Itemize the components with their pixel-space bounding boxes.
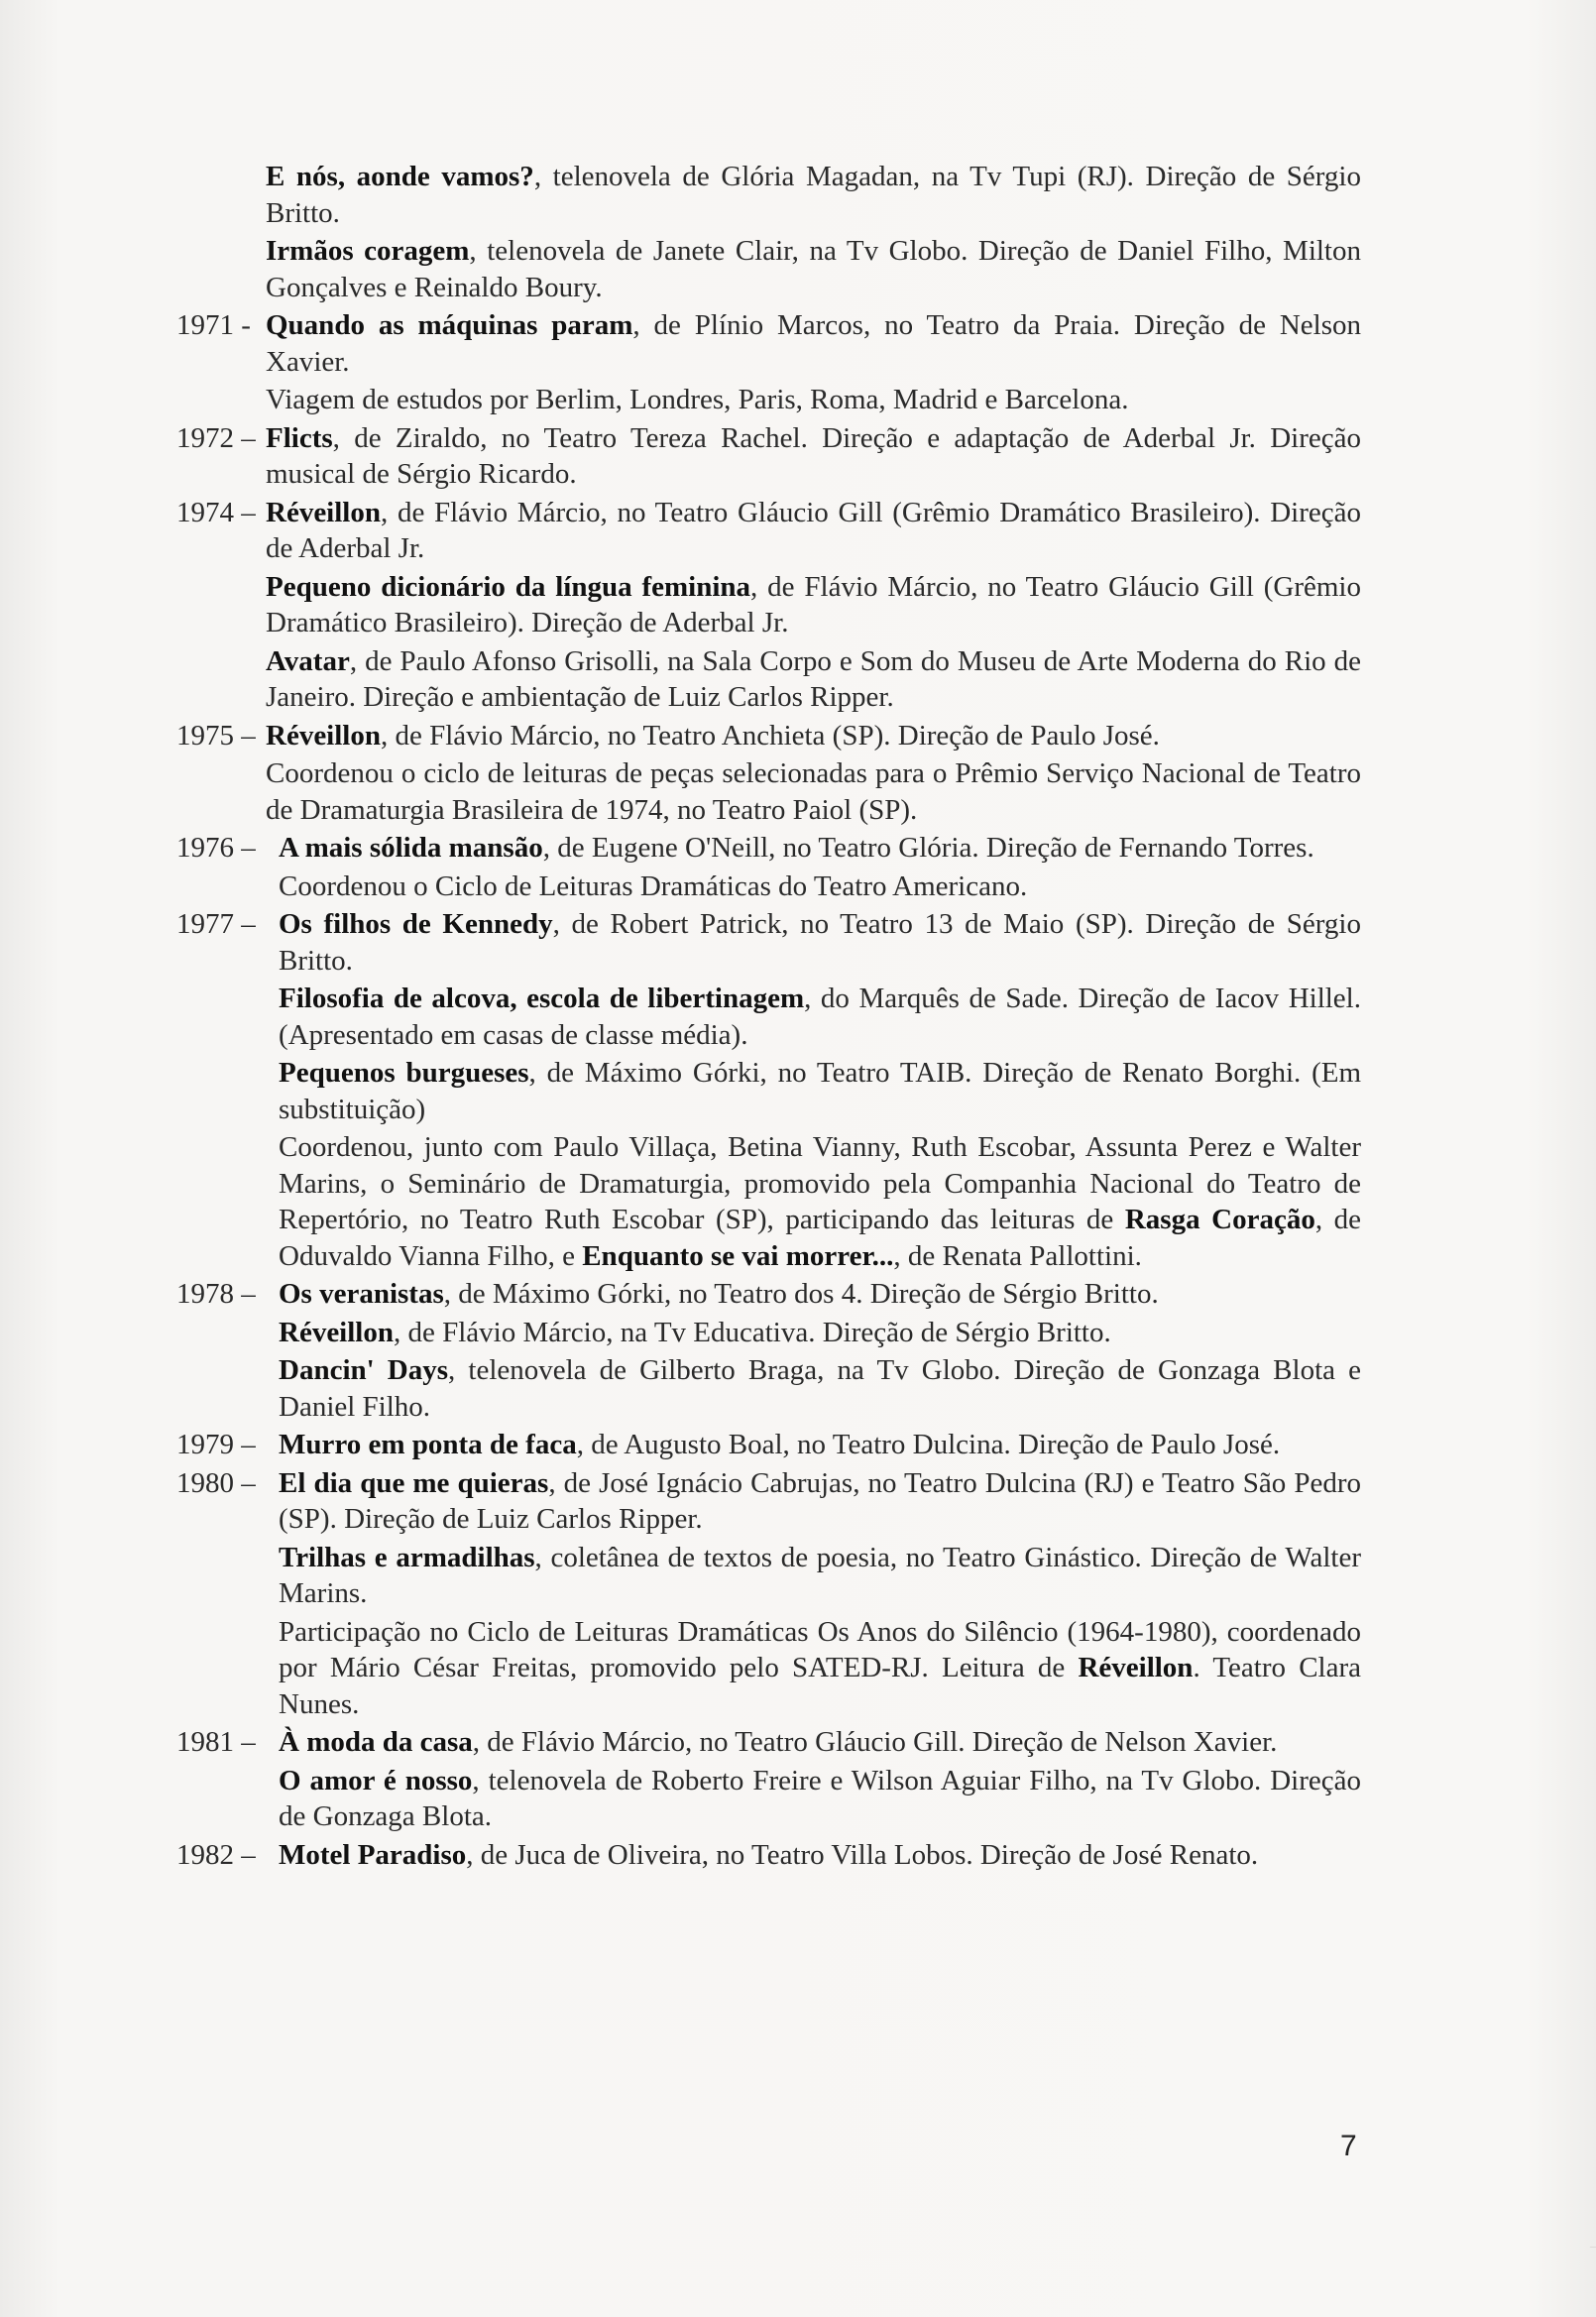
- entry-21: [176, 1465, 1361, 1538]
- entry-year: 1975 –: [176, 719, 256, 752]
- entry-text: , telenovela de Glória Magadan, na Tv Tupi (RJ). Direção de Sérgio Britto.: [266, 161, 1361, 229]
- entry-year: 1982 –: [176, 1838, 256, 1871]
- entry-7: [176, 569, 1361, 641]
- work-title: Murro em ponta de faca: [279, 1429, 577, 1460]
- work-title: Pequeno dicionário da língua feminina: [266, 570, 751, 603]
- entry-19: [176, 1352, 1361, 1425]
- work-title: Réveillon: [266, 719, 381, 752]
- entry-text: Coordenou o Ciclo de Leituras Dramáticas do Teatro Americano.: [279, 869, 1028, 902]
- entry-text: , coletânea de textos de poesia, no Teatro Ginástico. Direção de Walter Marins.: [279, 1541, 1361, 1609]
- entry-text: , de Flávio Márcio, no Teatro Gláucio Gill. Direção de Nelson Xavier.: [472, 1726, 1278, 1758]
- entry-text: , de Robert Patrick, no Teatro 13 de Maio (SP). Direção de Sérgio Britto.: [279, 908, 1361, 977]
- entry-24: [176, 1724, 1361, 1761]
- entry-text: , de Máximo Górki, no Teatro dos 4. Direção de Sérgio Britto.: [443, 1278, 1159, 1310]
- entry-23: [176, 1614, 1361, 1723]
- work-title: Trilhas e armadilhas: [279, 1541, 535, 1573]
- work-title: Motel Paradiso: [279, 1838, 467, 1871]
- entry-year: 1974 –: [176, 496, 256, 528]
- page-number: 7: [1340, 2130, 1357, 2162]
- entry-year: 1972 –: [176, 421, 256, 454]
- entry-text: , de Renata Pallottini.: [893, 1239, 1142, 1272]
- entry-text: , de Máximo Górki, no Teatro TAIB. Direção de Renato Borghi. (Em substituição): [279, 1057, 1362, 1125]
- entry-year: 1980 –: [176, 1466, 256, 1499]
- entry-3: [176, 307, 1361, 380]
- entry-17: [176, 1276, 1361, 1313]
- work-title: Réveillon: [1078, 1652, 1194, 1683]
- entry-text: Participação no Ciclo de Leituras Dramáticas Os Anos do Silêncio (1964-1980), coordenado por Mário César Freitas, promovido pelo SATED-RJ. Leitura de: [279, 1615, 1361, 1683]
- entry-text: , de Flávio Márcio, no Teatro Gláucio Gill (Grêmio Dramático Brasileiro). Direção de Aderbal Jr.: [266, 570, 1361, 638]
- work-title: Flicts: [266, 421, 333, 454]
- entry-2: [176, 233, 1361, 305]
- entry-text: , do Marquês de Sade. Direção de Iacov Hillel. (Apresentado em casas de classe média).: [279, 983, 1361, 1051]
- page-corner-fold: [1507, 2247, 1596, 2317]
- work-title: A mais sólida mansão: [279, 832, 543, 864]
- entry-1: [176, 159, 1361, 231]
- entry-year: 1977 –: [176, 908, 256, 940]
- entry-12: [176, 869, 1361, 905]
- entry-26: [176, 1837, 1361, 1874]
- work-title: Os veranistas: [279, 1278, 444, 1310]
- entry-text: Viagem de estudos por Berlim, Londres, Paris, Roma, Madrid e Barcelona.: [266, 384, 1129, 415]
- entry-13: [176, 906, 1361, 979]
- entry-text: , telenovela de Gilberto Braga, na Tv Globo. Direção de Gonzaga Blota e Daniel Filho.: [279, 1354, 1361, 1423]
- work-title: Dancin' Days: [279, 1354, 449, 1386]
- entry-20: [176, 1427, 1361, 1463]
- entry-14: [176, 981, 1361, 1053]
- entry-6: [176, 495, 1361, 567]
- work-title: Os filhos de Kennedy: [279, 908, 553, 940]
- entry-4: [176, 382, 1361, 418]
- entry-text: , de Eugene O'Neill, no Teatro Glória. Direção de Fernando Torres.: [542, 832, 1314, 864]
- entry-year: 1979 –: [176, 1429, 256, 1460]
- entry-text: , de Augusto Boal, no Teatro Dulcina. Direção de Paulo José.: [576, 1429, 1281, 1460]
- work-title: Irmãos coragem: [266, 235, 470, 267]
- entry-11: [176, 830, 1361, 867]
- entry-text: , de Ziraldo, no Teatro Tereza Rachel. Direção e adaptação de Aderbal Jr. Direção musical de Sérgio Ricardo.: [266, 421, 1361, 490]
- entry-year: 1978 –: [176, 1278, 256, 1310]
- entry-text: Coordenou, junto com Paulo Villaça, Betina Vianny, Ruth Escobar, Assunta Perez e Walter Marins, o Seminário de Dramaturgia, promovido pela Companhia Nacional do Teatro de Repertório, no Teatro Ruth Escobar (SP), participando das leituras de: [279, 1131, 1361, 1235]
- entry-text: , de Oduvaldo Vianna Filho, e: [279, 1204, 1362, 1272]
- work-title: Filosofia de alcova, escola de libertinagem: [279, 983, 805, 1014]
- entry-16: [176, 1129, 1361, 1274]
- entry-text: , de Flávio Márcio, na Tv Educativa. Direção de Sérgio Britto.: [394, 1316, 1111, 1348]
- chronology-list: [176, 159, 1361, 1873]
- work-title: Avatar: [266, 644, 350, 677]
- work-title: Quando as máquinas param: [266, 309, 633, 341]
- work-title: Rasga Coração: [1124, 1204, 1315, 1235]
- entry-25: [176, 1763, 1361, 1835]
- work-title: E nós, aonde vamos?: [266, 161, 534, 192]
- entry-8: [176, 643, 1361, 716]
- entry-text: Coordenou o ciclo de leituras de peças selecionadas para o Prêmio Serviço Nacional de Teatro de Dramaturgia Brasileira de 1974, no Teatro Paiol (SP).: [266, 757, 1361, 826]
- entry-10: [176, 755, 1361, 828]
- work-title: Réveillon: [279, 1316, 394, 1348]
- entry-text: , de Flávio Márcio, no Teatro Gláucio Gill (Grêmio Dramático Brasileiro). Direção de Aderbal Jr.: [266, 496, 1361, 564]
- work-title: À moda da casa: [279, 1726, 473, 1758]
- work-title: Enquanto se vai morrer...: [582, 1239, 894, 1272]
- entry-text: , telenovela de Roberto Freire e Wilson Aguiar Filho, na Tv Globo. Direção de Gonzaga Blota.: [279, 1764, 1361, 1832]
- work-title: El dia que me quieras: [279, 1466, 549, 1499]
- entry-year: 1981 –: [176, 1726, 256, 1758]
- entry-year: 1976 –: [176, 832, 256, 864]
- work-title: O amor é nosso: [279, 1764, 473, 1796]
- work-title: Réveillon: [266, 496, 381, 528]
- entry-text: , telenovela de Janete Clair, na Tv Globo. Direção de Daniel Filho, Milton Gonçalves e Reinaldo Boury.: [266, 235, 1361, 303]
- entry-text: , de Paulo Afonso Grisolli, na Sala Corpo e Som do Museu de Arte Moderna do Rio de Janeiro. Direção e ambientação de Luiz Carlos Ripper.: [266, 644, 1361, 713]
- entry-text: , de Flávio Márcio, no Teatro Anchieta (SP). Direção de Paulo José.: [381, 719, 1160, 752]
- entry-9: [176, 718, 1361, 754]
- entry-5: [176, 420, 1361, 493]
- entry-text: , de Plínio Marcos, no Teatro da Praia. Direção de Nelson Xavier.: [266, 309, 1361, 378]
- entry-15: [176, 1055, 1361, 1127]
- entry-18: [176, 1315, 1361, 1351]
- entry-text: , de José Ignácio Cabrujas, no Teatro Dulcina (RJ) e Teatro São Pedro (SP). Direção de Luiz Carlos Ripper.: [279, 1466, 1361, 1535]
- entry-text: . Teatro Clara Nunes.: [279, 1652, 1361, 1720]
- entry-22: [176, 1540, 1361, 1612]
- work-title: Pequenos burgueses: [279, 1057, 529, 1089]
- entry-year: 1971 -: [176, 309, 251, 341]
- entry-text: , de Juca de Oliveira, no Teatro Villa Lobos. Direção de José Renato.: [466, 1838, 1259, 1871]
